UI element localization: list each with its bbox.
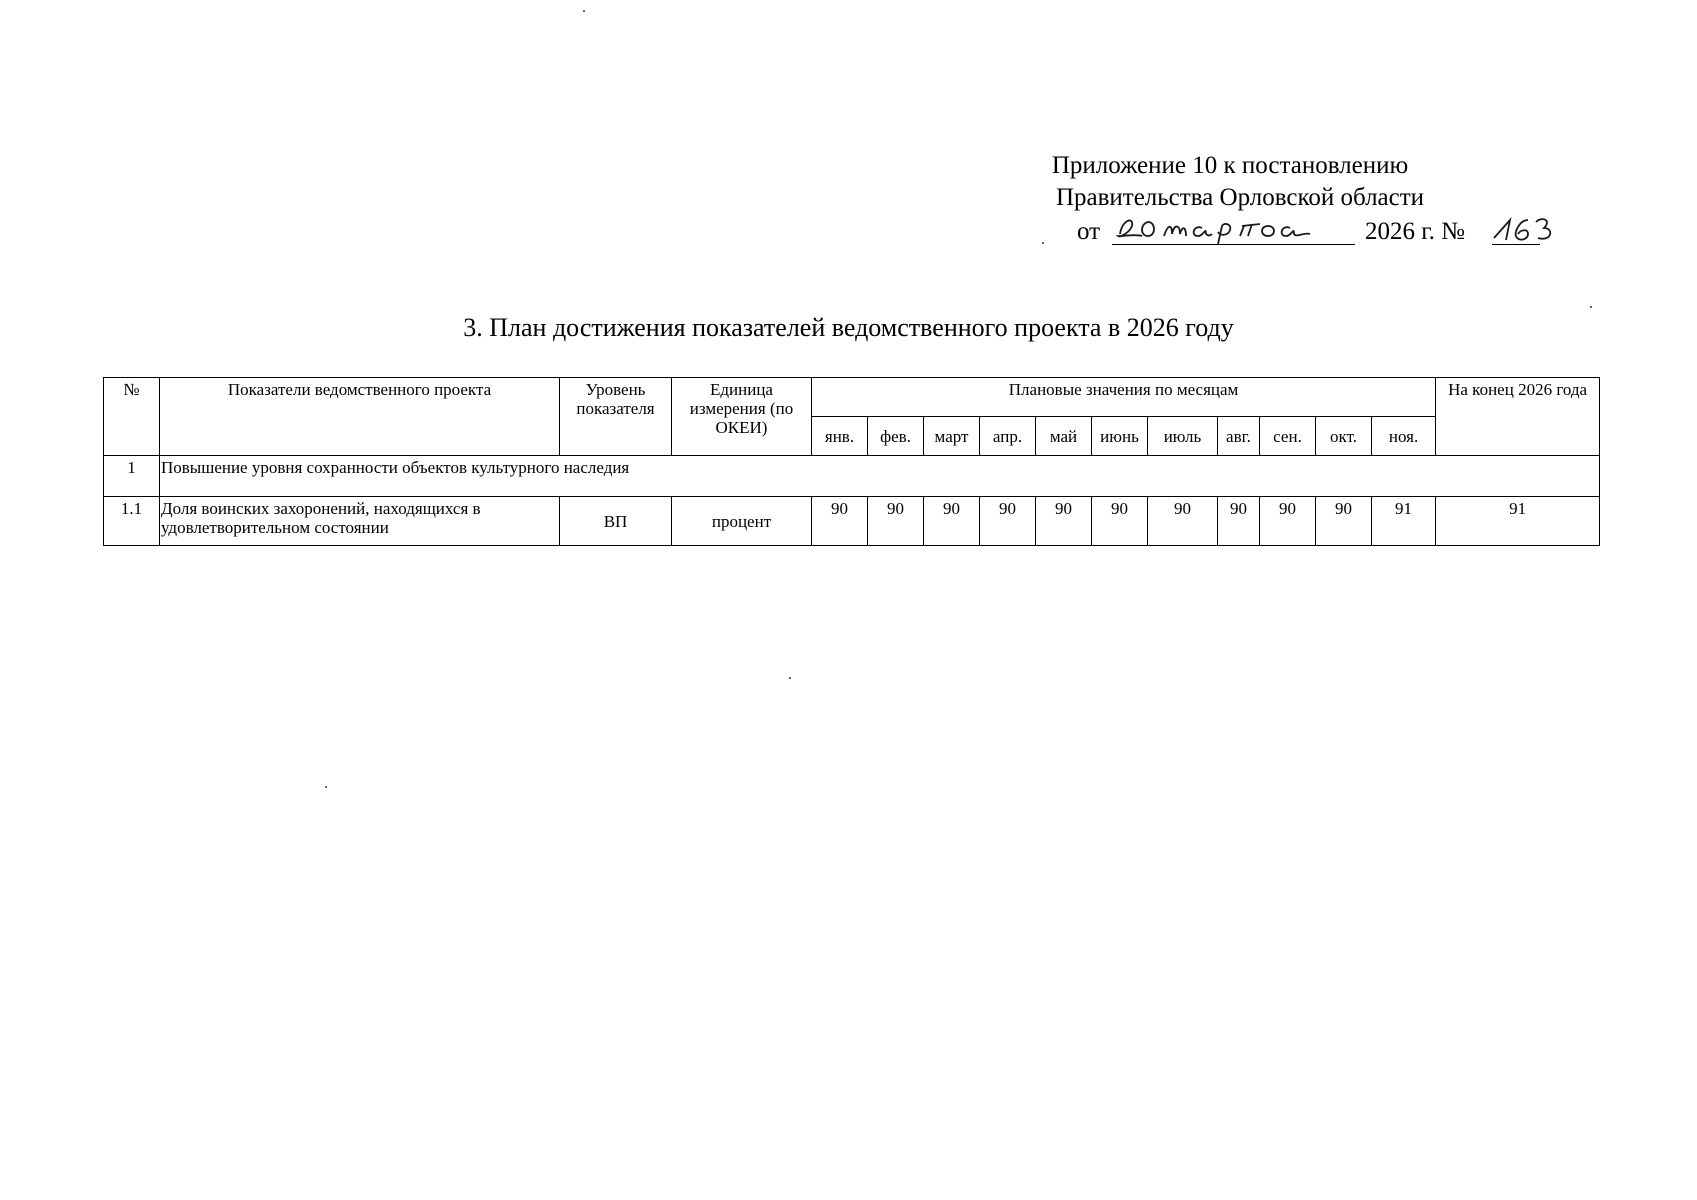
appendix-date-line	[1020, 214, 1640, 254]
appendix-header	[1020, 150, 1640, 254]
row-value: 90	[924, 497, 980, 546]
row-level: ВП	[560, 497, 672, 546]
row-value: 90	[1148, 497, 1218, 546]
header-month: авг.	[1218, 417, 1260, 456]
row-end-value: 91	[1436, 497, 1600, 546]
scan-speck	[1590, 306, 1592, 308]
header-month: июнь	[1092, 417, 1148, 456]
appendix-line-2: Правительства Орловской области	[1055, 184, 1425, 211]
number-underline	[1492, 244, 1540, 245]
header-month: окт.	[1316, 417, 1372, 456]
row-value: 90	[1218, 497, 1260, 546]
appendix-line-1: Приложение 10 к постановлению	[1051, 152, 1409, 179]
row-value: 90	[1260, 497, 1316, 546]
row-value: 90	[812, 497, 868, 546]
header-unit: Единица измерения (по ОКЕИ)	[672, 378, 812, 456]
header-month: март	[924, 417, 980, 456]
header-level: Уровень показателя	[560, 378, 672, 456]
header-month: май	[1036, 417, 1092, 456]
header-end-of-year: На конец 2026 года	[1436, 378, 1600, 456]
section-num: 1	[104, 456, 160, 497]
section-row	[104, 456, 1600, 497]
scan-speck	[789, 677, 791, 679]
row-value: 90	[980, 497, 1036, 546]
document-title: 3. План достижения показателей ведомственного проекта в 2026 году	[463, 313, 1234, 342]
row-indicator: Доля воинских захоронений, находящихся в удовлетворительном состоянии	[160, 497, 560, 546]
table-row	[104, 497, 1600, 546]
scan-speck	[1042, 242, 1044, 244]
header-month: апр.	[980, 417, 1036, 456]
row-value: 91	[1372, 497, 1436, 546]
scan-speck	[325, 786, 327, 788]
header-indicator: Показатели ведомственного проекта	[160, 378, 560, 456]
scan-speck	[583, 10, 585, 12]
from-label: от	[1077, 218, 1101, 245]
row-unit: процент	[672, 497, 812, 546]
row-num: 1.1	[104, 497, 160, 546]
handwritten-number	[1492, 206, 1572, 246]
year-number-label: 2026 г. №	[1365, 218, 1466, 245]
row-value: 90	[1036, 497, 1092, 546]
header-plan-by-month: Плановые значения по месяцам	[812, 378, 1436, 417]
plan-table	[103, 377, 1600, 546]
header-month: ноя.	[1372, 417, 1436, 456]
header-num: №	[104, 378, 160, 456]
handwritten-date	[1112, 206, 1357, 246]
header-month: янв.	[812, 417, 868, 456]
row-value: 90	[1316, 497, 1372, 546]
date-underline	[1112, 244, 1355, 245]
row-value: 90	[1092, 497, 1148, 546]
header-month: сен.	[1260, 417, 1316, 456]
header-month: фев.	[868, 417, 924, 456]
header-month: июль	[1148, 417, 1218, 456]
row-value: 90	[868, 497, 924, 546]
section-title: Повышение уровня сохранности объектов культурного наследия	[160, 456, 1600, 497]
